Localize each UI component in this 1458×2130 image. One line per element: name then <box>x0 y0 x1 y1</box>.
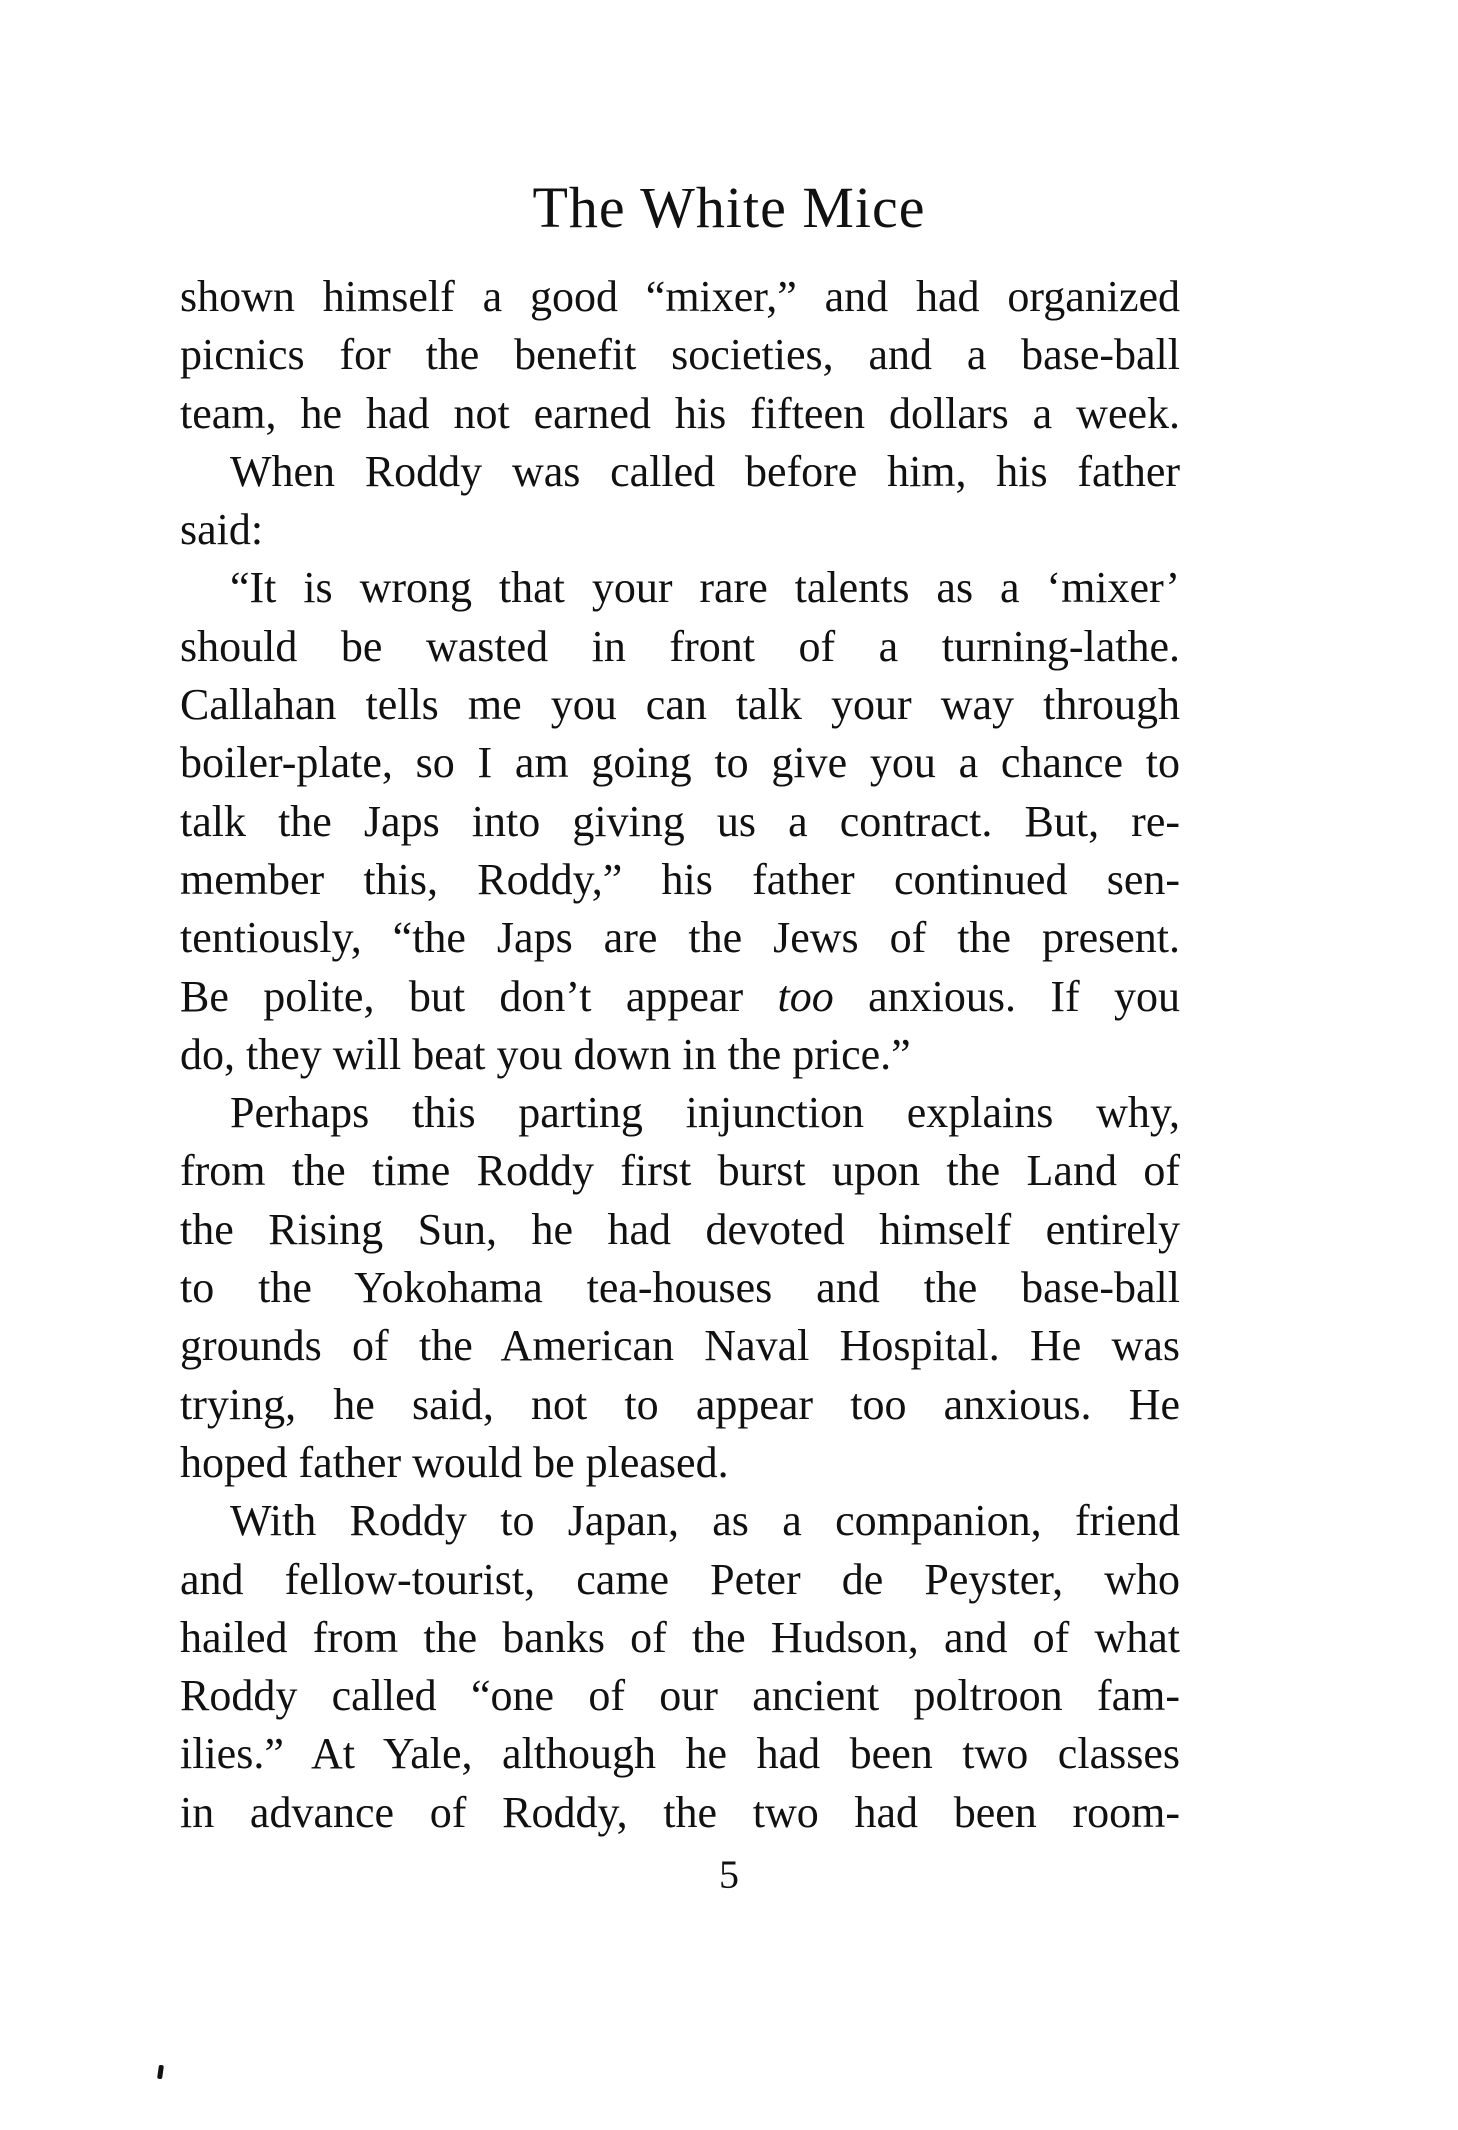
text-line: ilies.” At Yale, although he had been two classes <box>180 1729 1180 1779</box>
text-line: the Rising Sun, he had devoted himself entirely <box>180 1204 1180 1254</box>
text-line: shown himself a good “mixer,” and had organized <box>180 272 1180 321</box>
text-line: do, they will beat you down in the price.” <box>180 1029 911 1079</box>
text-segment: anxious. If you <box>833 971 1180 1021</box>
text-line: in advance of Roddy, the two had been room- <box>180 1787 1180 1837</box>
page-number: 5 <box>719 1852 739 1897</box>
text-line: boiler-plate, so I am going to give you a chance to <box>180 738 1180 788</box>
text-line: With Roddy to Japan, as a companion, friend <box>230 1496 1180 1546</box>
text-line: said: <box>180 505 264 555</box>
text-line: member this, Roddy,” his father continued sen- <box>180 854 1180 904</box>
text-line: hailed from the banks of the Hudson, and of what <box>180 1612 1180 1662</box>
text-line: Callahan tells me you can talk your way through <box>180 680 1180 730</box>
text-line: “It is wrong that your rare talents as a ‘mixer’ <box>230 563 1180 613</box>
text-line: talk the Japs into giving us a contract. But, re- <box>180 796 1180 846</box>
text-line: should be wasted in front of a turning-lathe. <box>180 621 1180 671</box>
text-line: grounds of the American Naval Hospital. He was <box>180 1321 1180 1371</box>
text-line: to the Yokohama tea-houses and the base-ball <box>180 1263 1180 1313</box>
text-segment: Be polite, but don’t appear <box>180 971 778 1021</box>
text-line: and fellow-tourist, came Peter de Peyster, who <box>180 1554 1180 1604</box>
text-line: trying, he said, not to appear too anxious. He <box>180 1379 1180 1429</box>
text-line: Perhaps this parting injunction explains why, <box>230 1088 1180 1138</box>
text-line: When Roddy was called before him, his father <box>230 446 1180 496</box>
body-text <box>180 268 1180 1842</box>
running-head: The White Mice <box>532 175 926 240</box>
text-line <box>180 968 1180 1026</box>
text-line: picnics for the benefit societies, and a base-ball <box>180 330 1180 380</box>
ink-speck <box>157 2065 164 2080</box>
italic-word: too <box>777 971 834 1021</box>
text-line: tentiously, “the Japs are the Jews of the present. <box>180 913 1180 963</box>
text-line: Roddy called “one of our ancient poltroon fam- <box>180 1671 1180 1721</box>
text-line: team, he had not earned his fifteen dollars a week. <box>180 388 1180 438</box>
text-line: from the time Roddy first burst upon the Land of <box>180 1146 1180 1196</box>
text-line: hoped father would be pleased. <box>180 1437 729 1487</box>
